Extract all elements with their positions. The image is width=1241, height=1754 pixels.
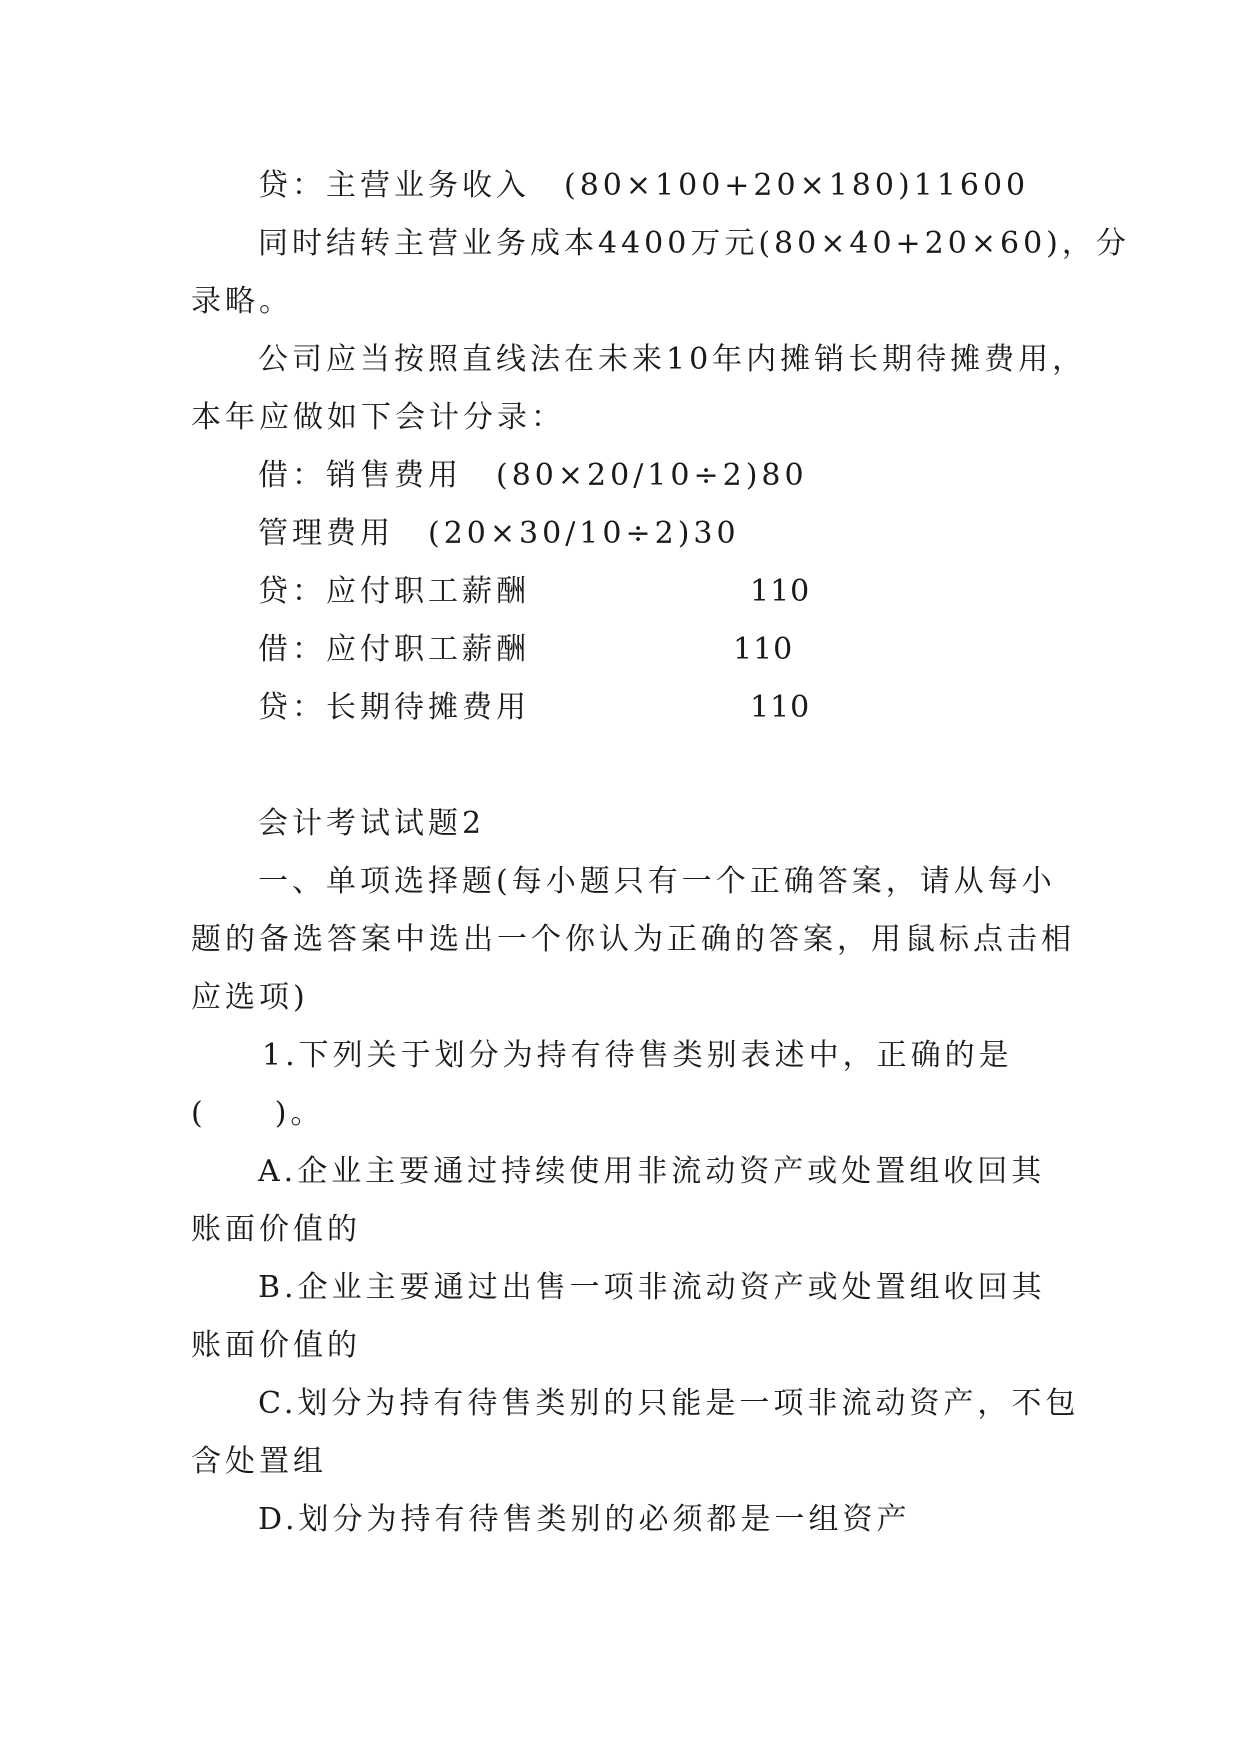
paragraph-amortization-cont: 本年应做如下会计分录： (191, 400, 565, 435)
question-section-intro: 一、单项选择题(每小题只有一个正确答案，请从每小 (258, 864, 1056, 899)
paragraph-cost-transfer: 同时结转主营业务成本4400万元(80×40+20×60)，分 (258, 226, 1130, 261)
entry-admin-expense: 管理费用 (20×30/10÷2)30 (258, 516, 740, 551)
paragraph-amortization: 公司应当按照直线法在未来10年内摊销长期待摊费用， (258, 342, 1087, 377)
question-1-stem: 1.下列关于划分为持有待售类别表述中，正确的是 (262, 1038, 1013, 1073)
entry-credit-payroll-amount: 110 (750, 574, 811, 609)
question-1-blank: ( )。 (191, 1096, 325, 1131)
question-section-intro-cont2: 应选项) (191, 980, 309, 1015)
entry-debit-payroll-amount: 110 (733, 632, 794, 667)
entry-credit-deferred-label: 贷：长期待摊费用 (258, 690, 530, 725)
option-b: B.企业主要通过出售一项非流动资产或处置组收回其 (258, 1270, 1046, 1305)
option-c: C.划分为持有待售类别的只能是一项非流动资产，不包 (258, 1386, 1080, 1421)
option-a-cont: 账面价值的 (191, 1212, 361, 1247)
section-heading: 会计考试试题2 (258, 806, 486, 841)
entry-credit-revenue: 贷：主营业务收入 (80×100+20×180)11600 (258, 168, 1030, 203)
option-d: D.划分为持有待售类别的必须都是一组资产 (258, 1502, 911, 1537)
question-section-intro-cont1: 题的备选答案中选出一个你认为正确的答案，用鼠标点击相 (191, 922, 1075, 957)
option-a: A.企业主要通过持续使用非流动资产或处置组收回其 (258, 1154, 1046, 1189)
entry-debit-payroll-label: 借：应付职工薪酬 (258, 632, 530, 667)
entry-debit-selling-expense: 借：销售费用 (80×20/10÷2)80 (258, 458, 808, 493)
option-b-cont: 账面价值的 (191, 1328, 361, 1363)
paragraph-cost-transfer-cont: 录略。 (191, 284, 293, 319)
entry-credit-payroll-label: 贷：应付职工薪酬 (258, 574, 530, 609)
entry-credit-deferred-amount: 110 (750, 690, 811, 725)
option-c-cont: 含处置组 (191, 1444, 327, 1479)
